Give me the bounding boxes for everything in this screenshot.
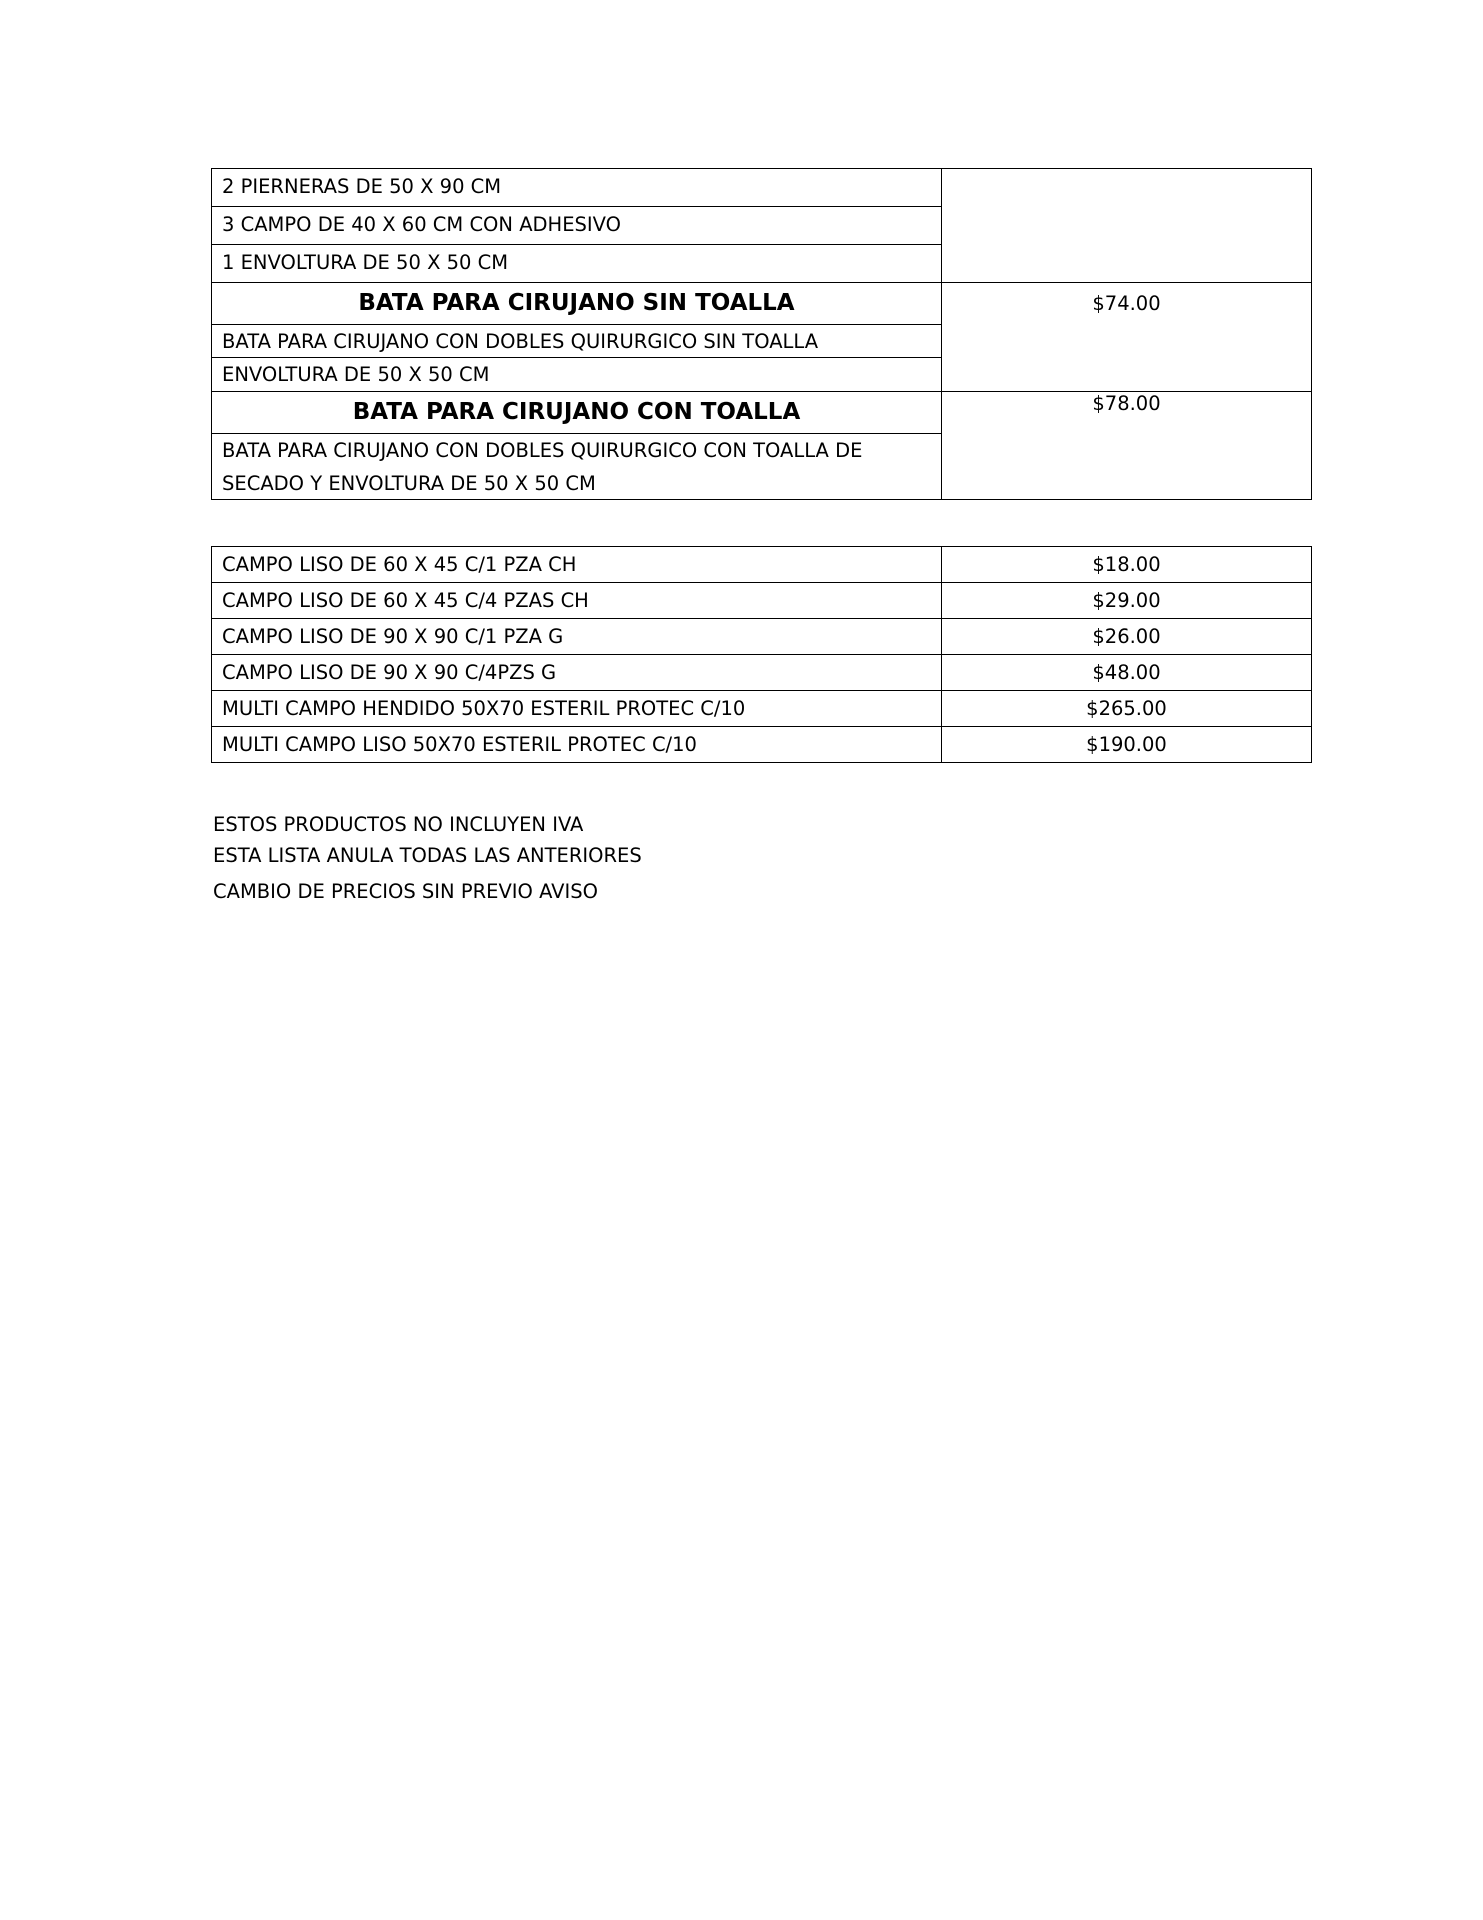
table-row: [212, 619, 1312, 655]
document-body: [211, 168, 1311, 908]
section-detail: SECADO Y ENVOLTURA DE 50 X 50 CM: [222, 471, 596, 495]
section-detail: ENVOLTURA DE 50 X 50 CM: [222, 363, 490, 387]
list-item: 2 PIERNERAS DE 50 X 90 CM: [212, 169, 941, 207]
section-detail: BATA PARA CIRUJANO CON DOBLES QUIRURGICO SIN TOALLA: [212, 325, 941, 359]
continued-price-cell: [942, 169, 1312, 283]
list-item: 1 ENVOLTURA DE 50 X 50 CM: [222, 250, 509, 274]
products-table-top: [211, 168, 1312, 500]
product-price: $190.00: [942, 727, 1312, 763]
table-row: [212, 392, 1312, 500]
section-heading: BATA PARA CIRUJANO CON TOALLA: [212, 392, 941, 434]
price-value: $78.00: [1092, 392, 1161, 416]
price-value: $74.00: [1092, 291, 1161, 315]
product-section-sin-toalla: [212, 282, 942, 391]
product-price: $26.00: [942, 619, 1312, 655]
product-price: $265.00: [942, 691, 1312, 727]
product-description: MULTI CAMPO LISO 50X70 ESTERIL PROTEC C/10: [212, 727, 942, 763]
table-row: [212, 282, 1312, 391]
table-row: [212, 655, 1312, 691]
product-price: $18.00: [942, 547, 1312, 583]
note-line: ESTA LISTA ANULA TODAS LAS ANTERIORES: [213, 843, 642, 867]
product-description: CAMPO LISO DE 90 X 90 C/1 PZA G: [212, 619, 942, 655]
section-detail: BATA PARA CIRUJANO CON DOBLES QUIRURGICO CON TOALLA DE: [222, 438, 863, 462]
table-gap: [211, 500, 1311, 546]
product-description: CAMPO LISO DE 90 X 90 C/4PZS G: [212, 655, 942, 691]
product-price: $48.00: [942, 655, 1312, 691]
footer-notes: [211, 811, 1311, 906]
table-row: [212, 547, 1312, 583]
products-table-campos: [211, 546, 1312, 763]
product-description: CAMPO LISO DE 60 X 45 C/1 PZA CH: [212, 547, 942, 583]
product-section-con-toalla: [212, 392, 942, 500]
table-row: [212, 583, 1312, 619]
product-description: CAMPO LISO DE 60 X 45 C/4 PZAS CH: [212, 583, 942, 619]
product-description: MULTI CAMPO HENDIDO 50X70 ESTERIL PROTEC C/10: [212, 691, 942, 727]
continued-items-cell: [212, 169, 942, 283]
product-price-sin-toalla: [942, 282, 1312, 391]
list-item: 3 CAMPO DE 40 X 60 CM CON ADHESIVO: [212, 207, 941, 245]
section-heading: BATA PARA CIRUJANO SIN TOALLA: [212, 283, 941, 325]
table-row: [212, 727, 1312, 763]
note-line: CAMBIO DE PRECIOS SIN PREVIO AVISO: [213, 879, 599, 903]
table-row: [212, 691, 1312, 727]
product-price-con-toalla: [942, 392, 1312, 500]
product-price: $29.00: [942, 583, 1312, 619]
price-value: [942, 169, 1311, 179]
table-row: [212, 169, 1312, 283]
note-line: ESTOS PRODUCTOS NO INCLUYEN IVA: [213, 813, 584, 837]
